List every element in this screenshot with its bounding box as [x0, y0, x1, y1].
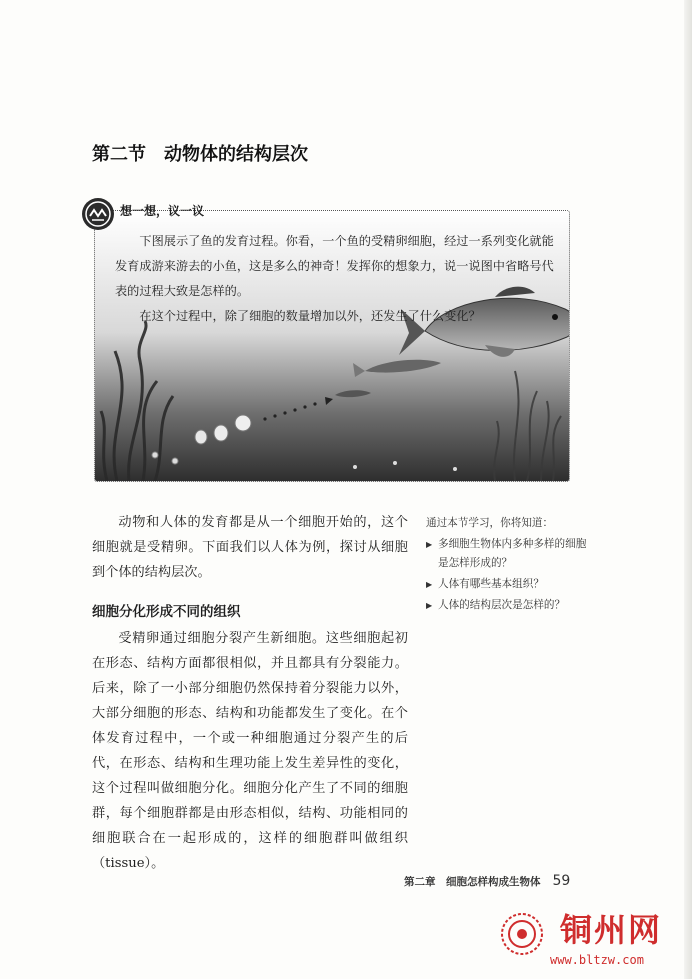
learning-objectives-sidebar [426, 514, 596, 617]
objective-text: 人体有哪些基本组织？ [438, 578, 544, 590]
watermark-logo-icon [500, 912, 544, 956]
list-item [426, 535, 596, 573]
sidebar-intro: 通过本节学习，你将知道： [426, 517, 554, 529]
intro-paragraph [92, 510, 408, 585]
page-footer [404, 873, 570, 889]
think-discuss-panel [80, 196, 570, 486]
intro-paragraph-text: 动物和人体的发育都是从一个细胞开始的，这个细胞就是受精卵。下面我们以人体为例，探讨从细胞到个体的结构层次。 [92, 515, 408, 580]
objectives-list [426, 535, 596, 615]
arrow-right-icon: ▶ [426, 580, 433, 589]
think-paragraph-1: 下图展示了鱼的发育过程。你看，一个鱼的受精卵细胞，经过一系列变化就能发育成游来游去的小鱼，这是多么的神奇！发挥你的想象力，说一说图中省略号代表的过程大致是怎样的。 [115, 234, 554, 298]
page-edge [684, 0, 692, 979]
list-item [426, 596, 596, 615]
page-number: 59 [552, 873, 571, 889]
chapter-title: 第二章 细胞怎样构成生物体 [404, 876, 541, 888]
arrow-right-icon: ▶ [426, 540, 433, 549]
section-number: 第二节 [92, 144, 146, 165]
think-discuss-icon [80, 196, 116, 232]
objective-text: 多细胞生物体内多种多样的细胞是怎样形成的？ [438, 538, 587, 569]
section-name: 动物体的结构层次 [164, 144, 308, 165]
watermark-name: 铜州网 [560, 911, 663, 949]
think-box-text [115, 229, 555, 329]
think-box-frame [94, 210, 570, 482]
list-item [426, 575, 596, 594]
body-paragraph-text: 受精卵通过细胞分裂产生新细胞。这些细胞起初在形态、结构方面都很相似，并且都具有分裂能力。后来，除了一小部分细胞仍然保持着分裂能力以外，大部分细胞的形态、结构和功能都发生了变化。在个体发育过程中，一个或一种细胞通过分裂产生的后代，在形态、结构和生理功能上发生差异性的变化，这个过程叫做细胞分化。细胞分化产生了不同的细胞群，每个细胞群都是由形态相似，结构、功能相同的细胞联合在一起形成的，这样的细胞群叫做组织（tissue）。 [92, 631, 408, 871]
watermark-url: www.bltzw.com [550, 953, 644, 967]
objective-text: 人体的结构层次是怎样的？ [438, 599, 566, 611]
subheading: 细胞分化形成不同的组织 [92, 604, 241, 620]
arrow-right-icon: ▶ [426, 601, 433, 610]
body-paragraph [92, 626, 408, 876]
section-title [92, 140, 308, 166]
think-discuss-label: 想一想，议一议 [120, 204, 205, 218]
think-paragraph-2: 在这个过程中，除了细胞的数量增加以外，还发生了什么变化？ [139, 309, 481, 323]
